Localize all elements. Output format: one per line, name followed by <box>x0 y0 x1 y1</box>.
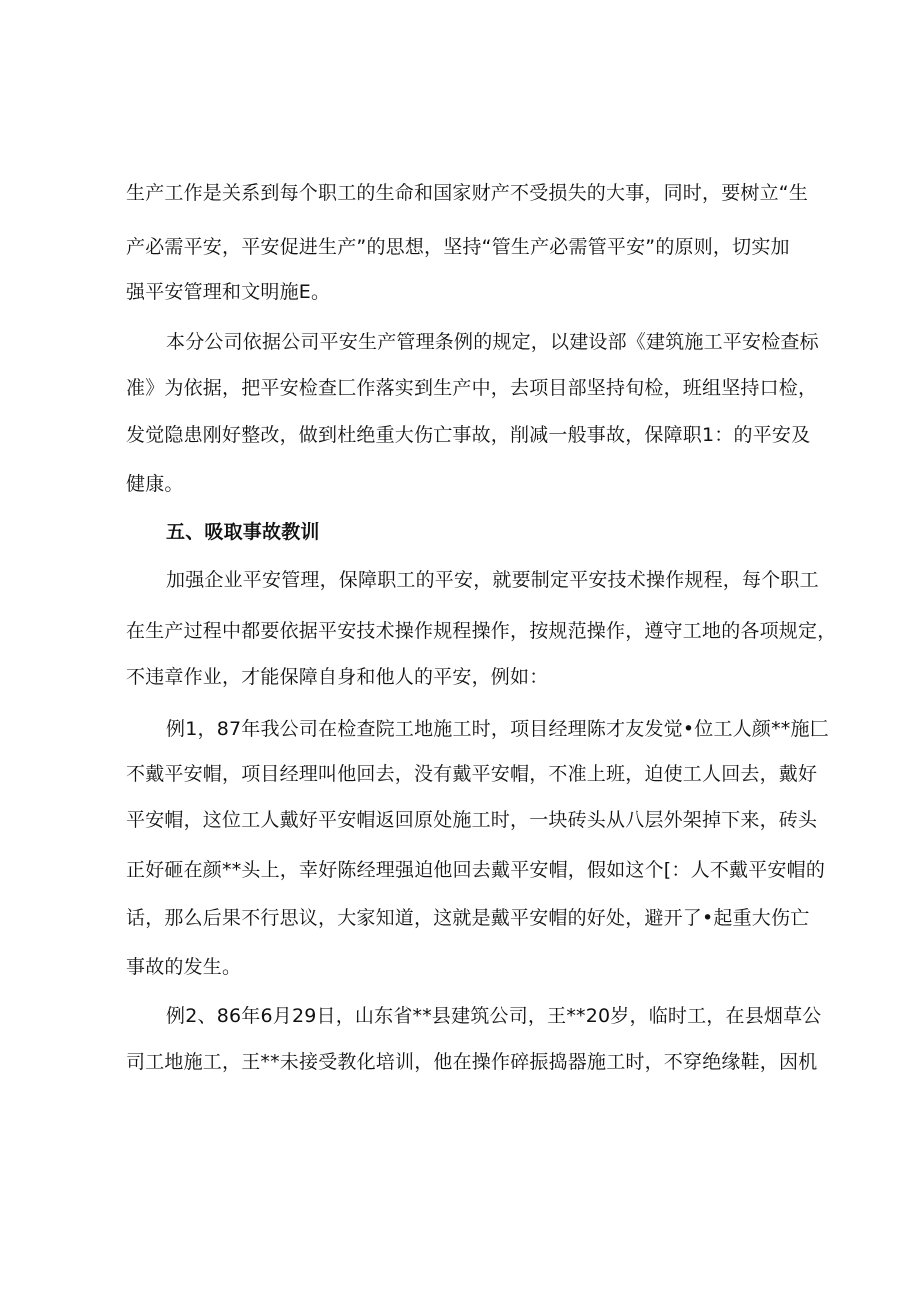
text-line: 产必需平安，平安促进生产”的思想，坚持“管生产必需管平安”的原则，切实加 <box>126 236 790 258</box>
text-line: 强平安管理和文明施E。 <box>126 281 331 303</box>
text-line: 事故的发生。 <box>126 956 242 978</box>
text-line: 例2、86年6月29日，山东省**县建筑公司，王**20岁，临时工，在县烟草公 <box>166 1005 822 1027</box>
text-line: 平安帽，这位工人戴好平安帽返回原处施工时，一块砖头从八层外架掉下来，砖头 <box>126 809 818 831</box>
text-line: 正好砸在颜**头上，幸好陈经理强迫他回去戴平安帽，假如这个[：人不戴平安帽的 <box>126 859 826 881</box>
text-line: 例1，87年我公司在检查院工地施工时，项目经理陈才友发觉•位工人颜**施匚 <box>166 718 829 740</box>
text-line: 在生产过程中都要依据平安技术操作规程操作，按规范操作，遵守工地的各项规定， <box>126 620 837 642</box>
text-line: 不违章作业，才能保障自身和他人的平安，例如： <box>126 666 549 688</box>
text-line: 本分公司依据公司平安生产管理条例的规定，以建设部《建筑施工平安检查标 <box>166 331 819 353</box>
text-line: 健康。 <box>126 473 184 495</box>
text-line: 话，那么后果不行思议，大家知道，这就是戴平安帽的好处，避开了•起重大伤亡 <box>126 907 810 929</box>
text-line: 准》为依据，把平安检查匚作落实到生产中，去项目部坚持旬检，班组坚持口检， <box>126 377 818 399</box>
text-line: 加强企业平安管理，保障职工的平安，就要制定平安技术操作规程，每个职工 <box>166 569 819 591</box>
text-line: 发觉隐患刚好整改，做到杜绝重大伤亡事故，削减一般事故，保障职1：的平安及 <box>126 424 811 446</box>
text-line: 生产工作是关系到每个职工的生命和国家财产不受损失的大事，同时，要树立“生 <box>126 182 809 204</box>
text-line: 司工地施工，王**未接受教化培训，他在操作碎振捣器施工时，不穿绝缘鞋，因机 <box>126 1051 818 1073</box>
section-heading: 五、吸取事故教训 <box>166 521 320 543</box>
text-line: 不戴平安帽，项目经理叫他回去，没有戴平安帽，不准上班，迫使工人回去，戴好 <box>126 763 818 785</box>
